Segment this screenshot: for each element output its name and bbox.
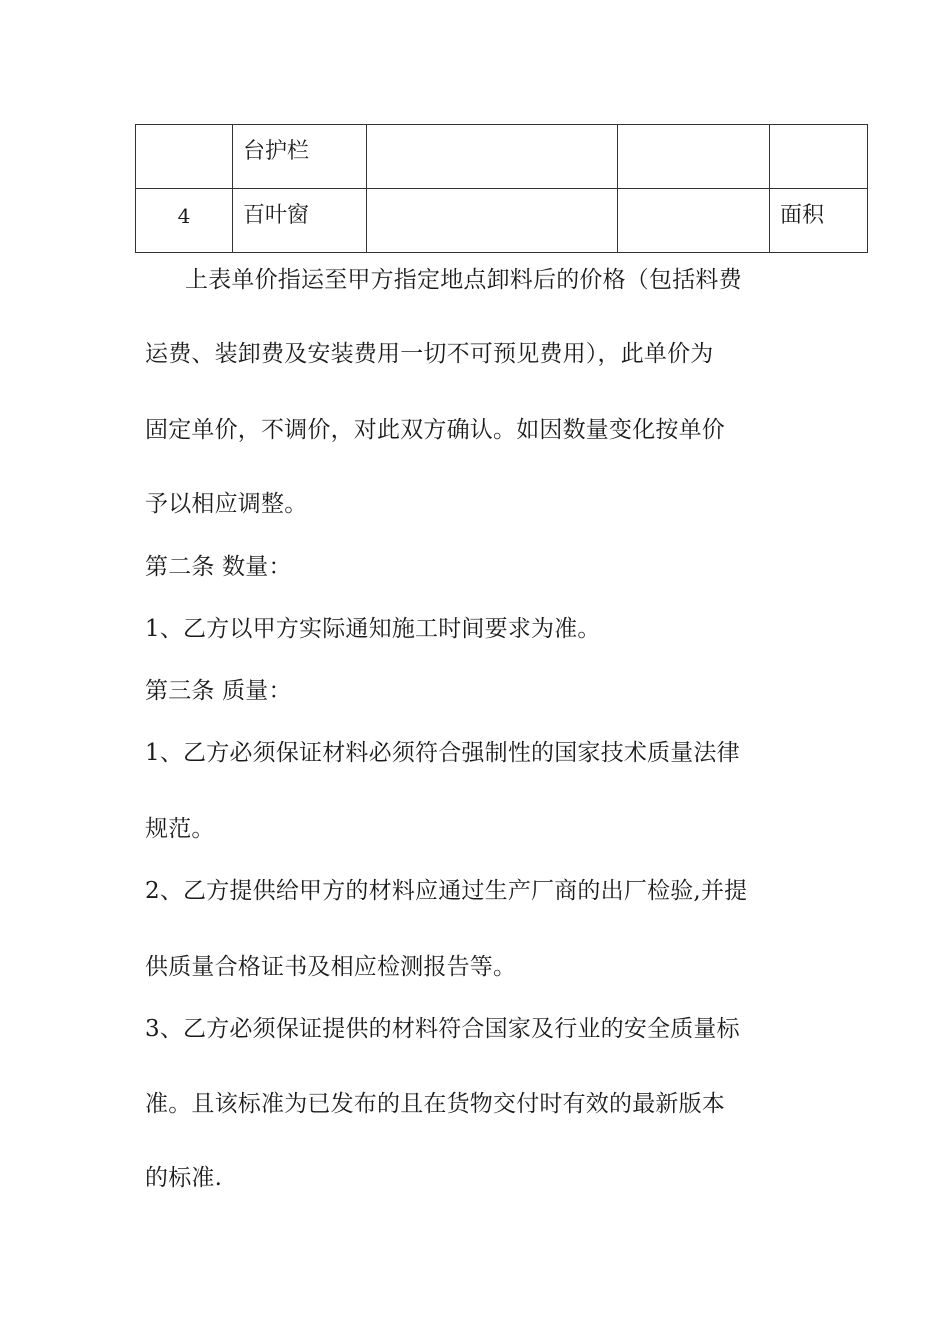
table-cell (618, 125, 770, 189)
table-cell-num (136, 125, 233, 189)
table-cell (770, 125, 868, 189)
article-3-heading: 第三条 质量： (145, 678, 292, 704)
article-3-item-3-cont: 的标准. (145, 1165, 223, 1191)
table-cell (618, 189, 770, 253)
paragraph-line: 予以相应调整。 (145, 491, 308, 517)
table-cell-unit: 面积 (770, 189, 868, 253)
article-3-item-3-cont: 准。且该标准为已发布的且在货物交付时有效的最新版本 (145, 1091, 725, 1117)
table-cell (367, 125, 618, 189)
article-3-item-3: 3、乙方必须保证提供的材料符合国家及行业的安全质量标 (145, 1016, 740, 1042)
article-3-item-2: 2、乙方提供给甲方的材料应通过生产厂商的出厂检验,并提 (145, 878, 748, 904)
paragraph-line: 固定单价，不调价，对此双方确认。如因数量变化按单价 (145, 417, 725, 443)
table-cell (367, 189, 618, 253)
table-cell-name: 百叶窗 (233, 189, 367, 253)
article-3-item-1: 1、乙方必须保证材料必须符合强制性的国家技术质量法律 (145, 740, 740, 766)
article-2-item-1: 1、乙方以甲方实际通知施工时间要求为准。 (145, 616, 601, 642)
paragraph-line: 上表单价指运至甲方指定地点卸料后的价格（包括料费 (185, 267, 742, 293)
article-2-heading: 第二条 数量： (145, 554, 292, 580)
table-cell-name: 台护栏 (233, 125, 367, 189)
table-cell-num: 4 (136, 189, 233, 253)
article-3-item-1-cont: 规范。 (145, 816, 215, 842)
price-table (135, 124, 868, 253)
table-row (136, 125, 868, 189)
article-3-item-2-cont: 供质量合格证书及相应检测报告等。 (145, 954, 517, 980)
paragraph-line: 运费、装卸费及安装费用一切不可预见费用），此单价为 (145, 341, 714, 367)
table-row (136, 189, 868, 253)
